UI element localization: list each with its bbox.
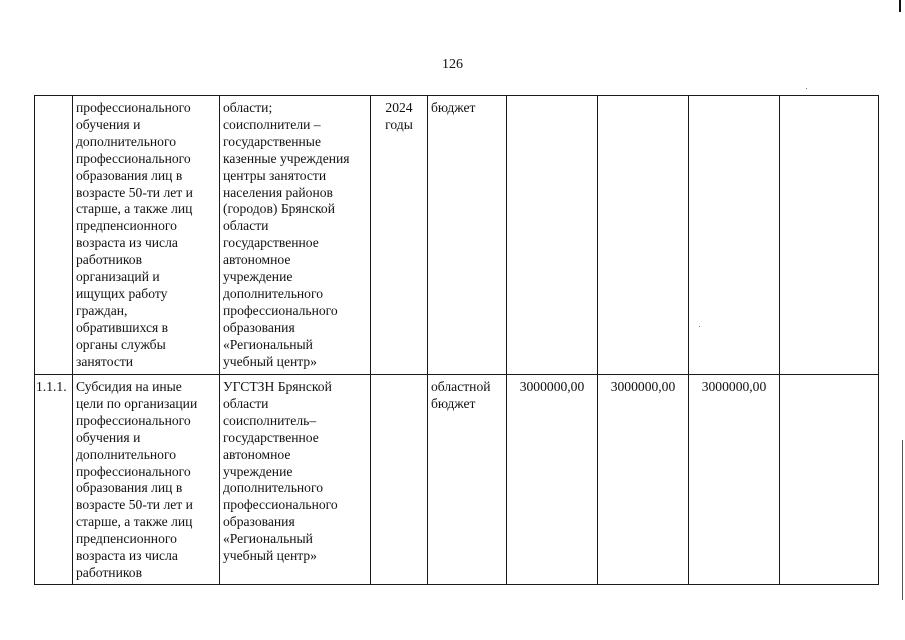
funding-source-lines — [431, 100, 503, 117]
text-line: профессионального — [76, 463, 191, 479]
measure-name-cell — [73, 96, 220, 375]
text-line: дополнительного — [76, 133, 177, 149]
text-line: старше, а также лиц — [76, 201, 193, 217]
text-line: учебный центр» — [223, 548, 317, 564]
measure-name-lines — [76, 379, 216, 582]
text-line: работников — [76, 252, 142, 268]
text-line: обратившихся в — [76, 319, 169, 335]
text-line: профессионального — [223, 302, 338, 318]
executor-cell — [220, 375, 371, 585]
text-line: населения районов — [223, 184, 333, 200]
text-line: «Региональный — [223, 336, 313, 352]
table-row — [35, 96, 879, 375]
text-line: предпенсионного — [76, 218, 177, 234]
scan-speck — [806, 88, 807, 89]
period-cell — [371, 96, 428, 375]
text-line: Субсидия на иные — [76, 379, 182, 394]
text-line: государственное — [223, 235, 319, 251]
executor-cell — [220, 96, 371, 375]
text-line: образования — [223, 514, 295, 530]
text-line: дополнительного — [76, 446, 177, 462]
text-line: бюджет — [431, 395, 476, 411]
text-line: возраста из числа — [76, 235, 178, 251]
text-line: государственное — [223, 429, 319, 445]
amount-cell-3: 3000000,00 — [689, 375, 780, 585]
executor-lines — [223, 379, 367, 565]
text-line: УГСТЗН Брянской — [223, 379, 332, 394]
text-line: казенные учреждения — [223, 150, 350, 166]
program-table — [34, 95, 879, 585]
text-line: соисполнители – — [223, 116, 321, 132]
text-line: соисполнитель– — [223, 412, 317, 428]
funding-source-cell — [428, 96, 507, 375]
text-line: области — [223, 395, 269, 411]
text-line: государственные — [223, 133, 321, 149]
text-line: профессионального — [76, 100, 191, 115]
text-line: возраста из числа — [76, 548, 178, 564]
text-line: цели по организации — [76, 395, 198, 411]
text-line: обучения и — [76, 429, 141, 445]
measure-name-cell — [73, 375, 220, 585]
text-line: дополнительного — [223, 480, 324, 496]
page-number: 126 — [442, 57, 463, 72]
text-line: образования — [223, 319, 295, 335]
text-line: профессионального — [76, 412, 191, 428]
row-number — [35, 96, 73, 375]
amount-cell-2: 3000000,00 — [598, 375, 689, 585]
text-line: обучения и — [76, 116, 141, 132]
amount-cell-1: 3000000,00 — [507, 375, 598, 585]
text-line: занятости — [76, 353, 134, 369]
text-line: (городов) Брянской — [223, 201, 335, 217]
amount-cell-2 — [598, 96, 689, 375]
text-line: «Региональный — [223, 531, 313, 547]
text-line: бюджет — [431, 100, 476, 115]
text-line: годы — [385, 116, 413, 132]
text-line: предпенсионного — [76, 531, 177, 547]
text-line: образования лиц в — [76, 480, 183, 496]
text-line: организаций и — [76, 269, 160, 285]
extra-cell — [780, 96, 879, 375]
text-line: учреждение — [223, 269, 293, 285]
text-line: областной — [431, 379, 491, 394]
text-line: возрасте 50-ти лет и — [76, 184, 193, 200]
text-line: образования лиц в — [76, 167, 183, 183]
scan-edge-line — [902, 440, 903, 600]
text-line: граждан, — [76, 302, 128, 318]
text-line: профессионального — [223, 497, 338, 513]
text-line: области — [223, 218, 269, 234]
text-line: 2024 — [385, 100, 413, 115]
period-cell — [371, 375, 428, 585]
period-lines — [374, 100, 424, 134]
row-number: 1.1.1. — [35, 375, 73, 585]
text-line: органы службы — [76, 336, 166, 352]
text-line: ищущих работу — [76, 285, 168, 301]
amount-cell-3 — [689, 96, 780, 375]
table-row — [35, 375, 879, 585]
text-line: профессионального — [76, 150, 191, 166]
executor-lines — [223, 100, 367, 371]
text-line: учреждение — [223, 463, 293, 479]
text-line: автономное — [223, 252, 291, 268]
scan-edge-mark — [899, 0, 901, 12]
amount-cell-1 — [507, 96, 598, 375]
measure-name-lines — [76, 100, 216, 371]
text-line: возрасте 50-ти лет и — [76, 497, 193, 513]
funding-source-lines — [431, 379, 503, 413]
funding-source-cell — [428, 375, 507, 585]
extra-cell — [780, 375, 879, 585]
text-line: работников — [76, 564, 142, 580]
text-line: центры занятости — [223, 167, 327, 183]
text-line: автономное — [223, 446, 291, 462]
text-line: учебный центр» — [223, 353, 317, 369]
text-line: области; — [223, 100, 273, 115]
text-line: старше, а также лиц — [76, 514, 193, 530]
text-line: дополнительного — [223, 285, 324, 301]
